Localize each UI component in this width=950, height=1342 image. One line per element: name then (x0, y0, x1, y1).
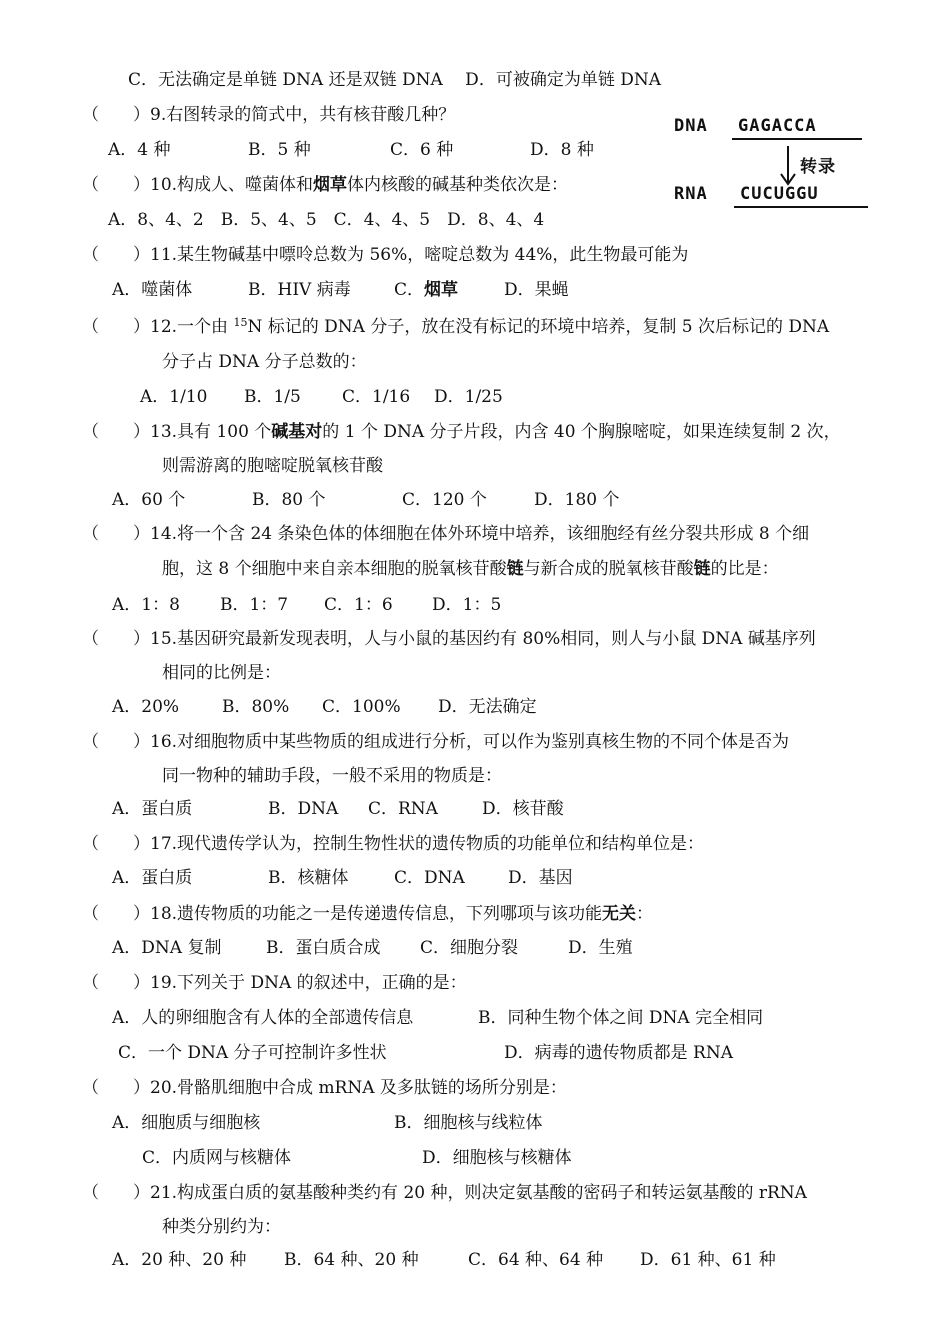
q10-stem-part: 体内核酸的碱基种类依次是： (347, 175, 569, 195)
q19-option-d: D．病毒的遗传物质都是 RNA (504, 1043, 733, 1063)
q14-stem-cont (162, 557, 779, 581)
q14-option-a: A．1：8 (112, 595, 180, 615)
q18-emphasis: 无关 (602, 904, 637, 924)
q9-stem: （ ）9.右图转录的简式中，共有核苷酸几种？ (82, 105, 456, 125)
q14-option-d: D．1：5 (432, 595, 502, 615)
q14-option-c: C．1：6 (324, 595, 393, 615)
q20-stem: （ ）20.骨骼肌细胞中合成 mRNA 及多肽链的场所分别是： (82, 1078, 567, 1098)
q12-isotope-superscript: 15 (233, 316, 248, 329)
transcription-figure (672, 112, 872, 212)
q13-stem-part: （ ）13.具有 100 个 (82, 422, 272, 442)
q10-stem-part: （ ）10.构成人、噬菌体和 (82, 175, 314, 195)
q17-option-d: D．基因 (508, 868, 573, 888)
q13-stem-cont: 则需游离的胞嘧啶脱氧核苷酸 (162, 456, 383, 476)
q12-option-a: A．1/10 (140, 387, 208, 407)
q10-options: A．8、4、2 B．5、4、5 C．4、4、5 D．8、4、4 (108, 210, 545, 230)
q17-stem: （ ）17.现代遗传学认为，控制生物性状的遗传物质的功能单位和结构单位是： (82, 834, 705, 854)
q12-stem (82, 315, 829, 339)
q18-option-a: A．DNA 复制 (112, 938, 222, 958)
q13-option-a: A．60 个 (112, 490, 186, 510)
rna-underline (734, 206, 868, 208)
dna-underline (732, 138, 862, 140)
q12-stem-part: N 标记的 DNA 分子，放在没有标记的环境中培养，复制 5 次后标记的 DNA (247, 317, 830, 337)
q11-option-d: D．果蝇 (504, 280, 569, 300)
q19-stem: （ ）19.下列关于 DNA 的叙述中，正确的是： (82, 973, 467, 993)
rna-sequence: CUCUGGU (740, 184, 819, 204)
q13-option-b: B．80 个 (252, 490, 326, 510)
q11-option-a: A．噬菌体 (112, 280, 193, 300)
q19-option-b: B．同种生物个体之间 DNA 完全相同 (478, 1008, 764, 1028)
q11-option-b: B．HIV 病毒 (248, 280, 351, 300)
q10-stem (82, 173, 568, 197)
q21-option-d: D．61 种、61 种 (640, 1250, 776, 1270)
q20-option-b: B．细胞核与线粒体 (394, 1113, 543, 1133)
q14-option-b: B．1：7 (220, 595, 289, 615)
q13-stem (82, 420, 841, 444)
transcription-label: 转录 (800, 157, 836, 177)
q9-option-a: A．4 种 (108, 140, 171, 160)
q15-stem-cont: 相同的比例是： (162, 663, 281, 683)
q16-stem-cont: 同一物种的辅助手段，一般不采用的物质是： (162, 766, 502, 786)
q19-option-c: C．一个 DNA 分子可控制许多性状 (118, 1043, 387, 1063)
q18-stem-part: ： (636, 904, 654, 924)
q14-stem: （ ）14.将一个含 24 条染色体的体细胞在体外环境中培养，该细胞经有丝分裂共形成 8 个细 (82, 524, 810, 544)
q21-option-b: B．64 种、20 种 (284, 1250, 419, 1270)
q17-option-c: C．DNA (394, 868, 465, 888)
dna-sequence: GAGACCA (738, 116, 817, 136)
q12-option-b: B．1/5 (244, 387, 301, 407)
q14-stem-part: 的比是： (710, 559, 779, 579)
q11-option-c (394, 278, 458, 302)
q20-option-c: C．内质网与核糖体 (142, 1148, 292, 1168)
q21-stem: （ ）21.构成蛋白质的氨基酸种类约有 20 种，则决定氨基酸的密码子和转运氨基酸的 rRNA (82, 1183, 807, 1203)
q15-stem: （ ）15.基因研究最新发现表明，人与小鼠的基因约有 80%相同，则人与小鼠 DNA 碱基序列 (82, 629, 816, 649)
q20-option-a: A．细胞质与细胞核 (112, 1113, 261, 1133)
q19-option-a: A．人的卵细胞含有人体的全部遗传信息 (112, 1008, 414, 1028)
q16-option-d: D．核苷酸 (482, 799, 564, 819)
q12-option-c: C．1/16 (342, 387, 411, 407)
q18-option-d: D．生殖 (568, 938, 633, 958)
q9-option-d: D．8 种 (530, 140, 594, 160)
dna-label: DNA (674, 116, 708, 136)
rna-label: RNA (674, 184, 708, 204)
q11-stem: （ ）11.某生物碱基中嘌呤总数为 56%，嘧啶总数为 44%，此生物最可能为 (82, 245, 689, 265)
q21-stem-cont: 种类分别约为： (162, 1217, 281, 1237)
q14-stem-part: 胞，这 8 个细胞中来自亲本细胞的脱氧核苷酸 (162, 559, 507, 579)
q13-emphasis: 碱基对 (271, 422, 323, 442)
q14-emphasis: 链 (506, 559, 524, 579)
q16-stem: （ ）16.对细胞物质中某些物质的组成进行分析，可以作为鉴别真核生物的不同个体是否为 (82, 732, 790, 752)
q17-option-b: B．核糖体 (268, 868, 349, 888)
q18-stem (82, 902, 653, 926)
q13-stem-part: 的 1 个 DNA 分子片段，内含 40 个胸腺嘧啶，如果连续复制 2 次， (322, 422, 841, 442)
q16-option-c: C．RNA (368, 799, 438, 819)
q12-option-d: D．1/25 (434, 387, 503, 407)
q15-option-c: C．100% (322, 697, 401, 717)
q18-option-c: C．细胞分裂 (420, 938, 519, 958)
down-arrow-icon (776, 144, 800, 188)
q15-option-b: B．80% (222, 697, 290, 717)
q12-stem-cont: 分子占 DNA 分子总数的： (162, 352, 367, 372)
q14-emphasis: 链 (693, 559, 711, 579)
q16-option-b: B．DNA (268, 799, 339, 819)
q13-option-d: D．180 个 (534, 490, 620, 510)
q17-option-a: A．蛋白质 (112, 868, 193, 888)
q15-option-a: A．20% (112, 697, 180, 717)
q20-option-d: D．细胞核与核糖体 (422, 1148, 572, 1168)
q9-option-b: B．5 种 (248, 140, 311, 160)
q12-stem-part: （ ）12.一个由 (82, 317, 234, 337)
q21-option-c: C．64 种、64 种 (468, 1250, 604, 1270)
q13-option-c: C．120 个 (402, 490, 487, 510)
q11-option-c-label: C． (394, 280, 425, 300)
q11-option-c-text: 烟草 (424, 280, 459, 300)
q15-option-d: D．无法确定 (438, 697, 537, 717)
q9-option-c: C．6 种 (390, 140, 454, 160)
q18-stem-part: （ ）18.遗传物质的功能之一是传递遗传信息，下列哪项与该功能 (82, 904, 603, 924)
q8-options-cd: C．无法确定是单链 DNA 还是双链 DNA D．可被确定为单链 DNA (128, 70, 662, 90)
q16-option-a: A．蛋白质 (112, 799, 193, 819)
q21-option-a: A．20 种、20 种 (112, 1250, 247, 1270)
q18-option-b: B．蛋白质合成 (266, 938, 381, 958)
q10-emphasis: 烟草 (313, 175, 348, 195)
q14-stem-part: 与新合成的脱氧核苷酸 (523, 559, 694, 579)
